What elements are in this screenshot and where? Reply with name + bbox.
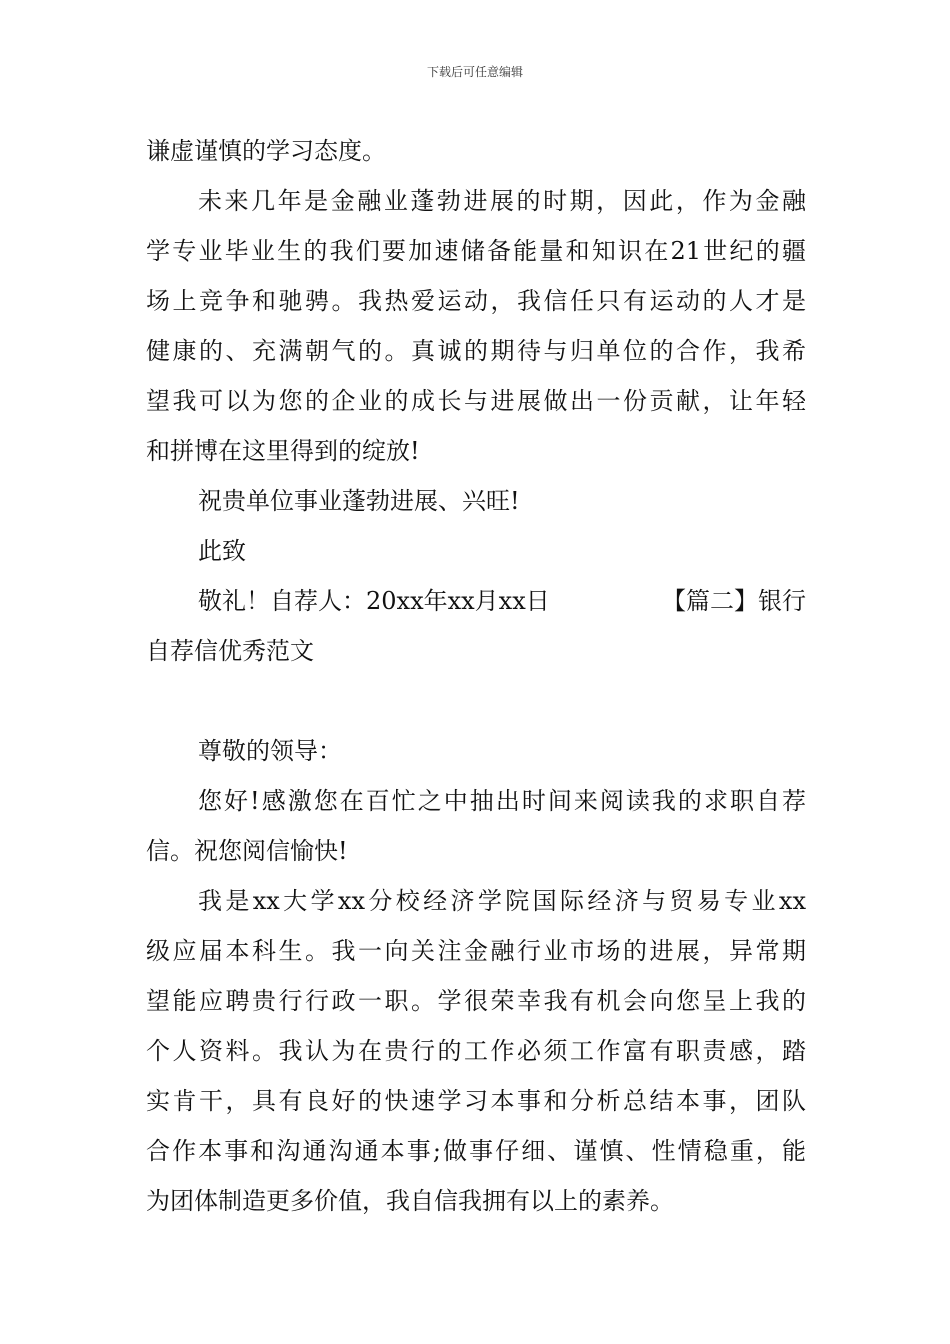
document-body: [146, 126, 806, 1226]
section-title: 【篇二】银行: [662, 587, 806, 615]
closing-line: [146, 576, 806, 626]
paragraph-line: 信。祝您阅信愉快!: [146, 837, 348, 865]
greeting: 尊敬的领导：: [198, 737, 342, 765]
paragraph-introduction: [146, 876, 806, 1226]
paragraph-line: 我是xx大学xx分校经济学院国际经济与贸易专业xx: [198, 887, 806, 915]
paragraph-greeting: [146, 776, 806, 876]
paragraph-line: 场上竞争和驰骋。我热爱运动，我信任只有运动的人才是: [146, 287, 806, 315]
page-header: 下载后可任意编辑: [426, 65, 523, 79]
closing-signature: 敬礼！自荐人：20xx年xx月xx日: [198, 587, 550, 615]
paragraph-line: 级应届本科生。我一向关注金融行业市场的进展，异常期: [146, 937, 806, 965]
paragraph-line: 谦虚谨慎的学习态度。: [146, 137, 386, 165]
paragraph-line: 和拼博在这里得到的绽放!: [146, 437, 420, 465]
paragraph-line: 实肯干，具有良好的快速学习本事和分析总结本事，团队: [146, 1087, 806, 1115]
paragraph-line: 合作本事和沟通沟通本事;做事仔细、谨慎、性情稳重，能: [146, 1137, 806, 1165]
paragraph-line: 望我可以为您的企业的成长与进展做出一份贡献，让年轻: [146, 387, 806, 415]
salutation-close: 此致: [198, 537, 246, 565]
paragraph-line: 个人资料。我认为在贵行的工作必须工作富有职责感，踏: [146, 1037, 806, 1065]
blank-line: [146, 676, 806, 726]
paragraph-line: 为团体制造更多价值，我自信我拥有以上的素养。: [146, 1187, 674, 1215]
paragraph-line: 健康的、充满朝气的。真诚的期待与归单位的合作，我希: [146, 337, 806, 365]
section-title-continued: 自荐信优秀范文: [146, 637, 314, 665]
paragraph-line: 学专业毕业生的我们要加速储备能量和知识在21世纪的疆: [146, 237, 806, 265]
paragraph-line: 望能应聘贵行行政一职。学很荣幸我有机会向您呈上我的: [146, 987, 806, 1015]
paragraph-line: 您好!感激您在百忙之中抽出时间来阅读我的求职自荐: [198, 787, 806, 815]
paragraph-future-plans: [146, 176, 806, 476]
paragraph-line: 未来几年是金融业蓬勃进展的时期，因此，作为金融: [198, 187, 806, 215]
wish-line: 祝贵单位事业蓬勃进展、兴旺!: [198, 487, 520, 515]
